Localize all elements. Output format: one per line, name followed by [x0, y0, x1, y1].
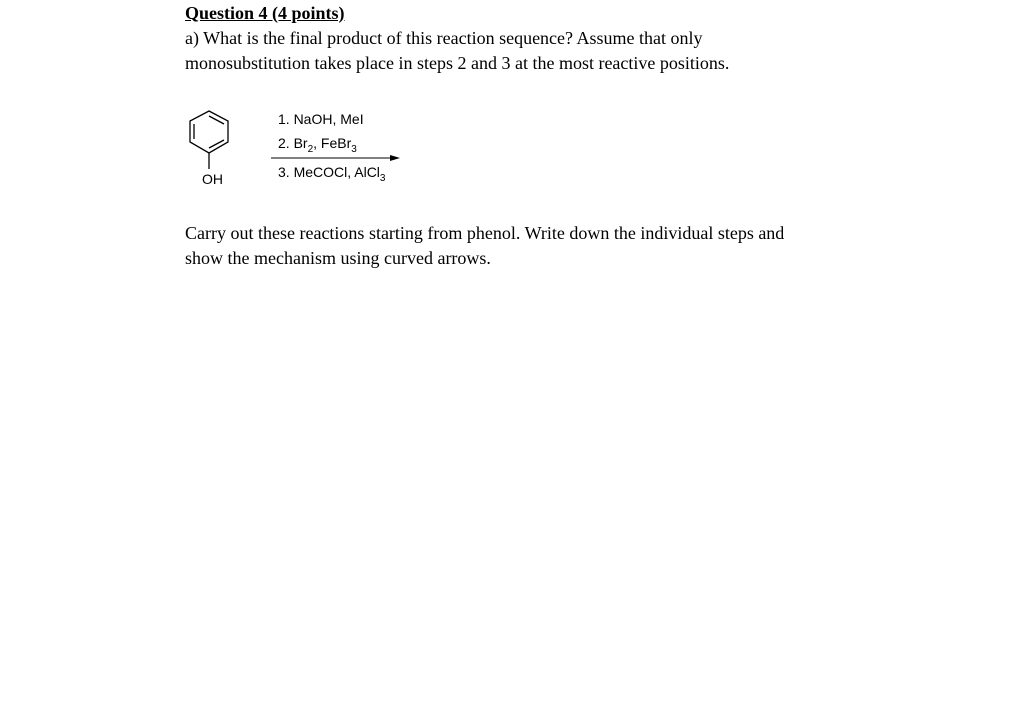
reagent-step-1: 1. NaOH, MeI — [278, 111, 364, 127]
hydroxyl-label: OH — [202, 171, 223, 187]
question-heading: Question 4 (4 points) — [185, 3, 345, 23]
reagent-step-3-subscript: 3 — [379, 173, 386, 184]
reagent-step-2-text-2: , FeBr — [313, 135, 352, 151]
reagent-step-3-text: 3. MeCOCl, AlCl — [278, 164, 380, 180]
reagent-step-3 — [278, 164, 385, 183]
reagent-step-2-subscript-2: 3 — [351, 144, 357, 155]
benzene-ring-icon — [176, 100, 236, 180]
instructions-line-2: show the mechanism using curved arrows. — [185, 247, 491, 268]
reaction-scheme — [176, 100, 416, 195]
question-part-a — [185, 26, 729, 75]
reagent-step-2-text: 2. Br — [278, 135, 308, 151]
part-a-line-1: a) What is the final product of this reaction sequence? Assume that only — [185, 28, 703, 48]
part-a-line-2: monosubstitution takes place in steps 2 and 3 at the most reactive positions. — [185, 52, 730, 73]
instructions-paragraph — [185, 221, 784, 270]
reagent-step-2 — [278, 135, 357, 154]
reagent-step-2-subscript: 2 — [307, 144, 314, 155]
instructions-line-1: Carry out these reactions starting from phenol. Write down the individual steps and — [185, 223, 785, 243]
